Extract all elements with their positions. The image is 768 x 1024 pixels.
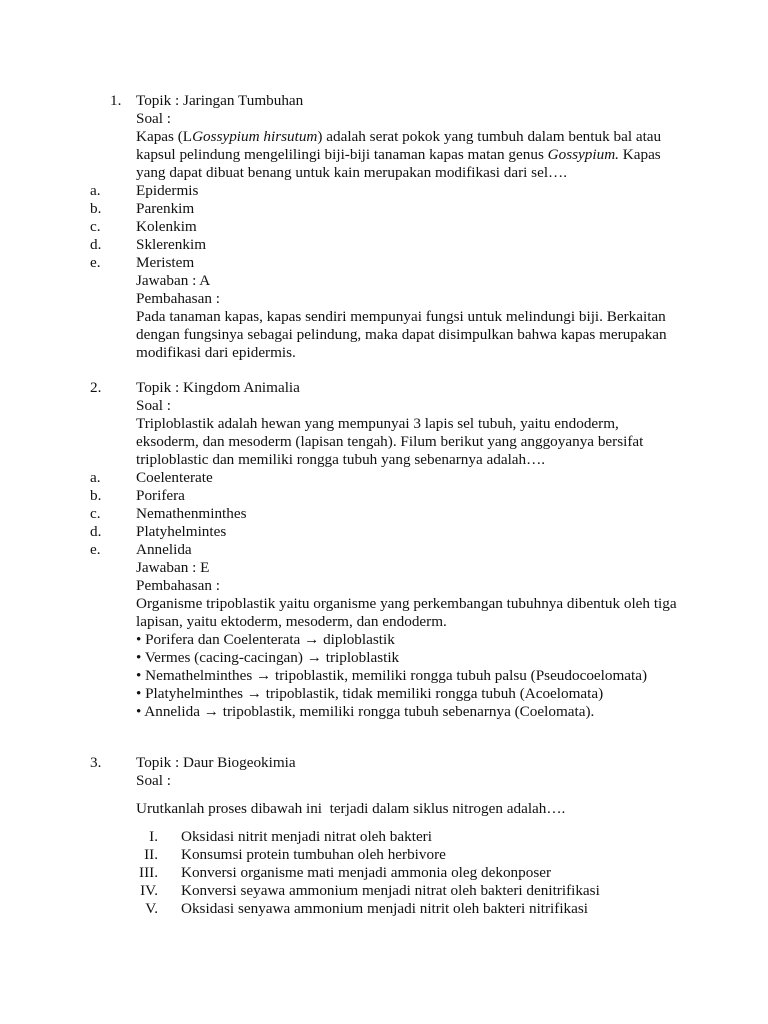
bullet-item: • Vermes (cacing-cacingan) → triploblastik bbox=[136, 649, 400, 666]
soal-label: Soal : bbox=[136, 772, 172, 789]
question-text-line: yang dapat dibuat benang untuk kain merupakan modifikasi dari sel…. bbox=[136, 164, 568, 181]
discussion-line: Pada tanaman kapas, kapas sendiri mempunyai fungsi untuk melindungi biji. Berkaitan bbox=[136, 308, 666, 325]
statement-text: Oksidasi senyawa ammonium menjadi nitrit oleh bakteri nitrifikasi bbox=[181, 900, 589, 917]
question-number: 3. bbox=[90, 754, 102, 771]
roman-numeral: II. bbox=[144, 846, 158, 863]
option-text: Coelenterate bbox=[136, 469, 213, 486]
option-marker: c. bbox=[90, 505, 101, 522]
discussion-line: modifikasi dari epidermis. bbox=[136, 344, 296, 361]
option-marker: a. bbox=[90, 469, 101, 486]
bullet-item: • Platyhelminthes → tripoblastik, tidak memiliki rongga tubuh (Acoelomata) bbox=[136, 685, 604, 702]
option-text: Sklerenkim bbox=[136, 236, 207, 253]
option-marker: a. bbox=[90, 182, 101, 199]
question-text-line: Kapas (LGossypium hirsutum) adalah serat pokok yang tumbuh dalam bentuk bal atau bbox=[136, 128, 662, 145]
option-text: Nemathenminthes bbox=[136, 505, 247, 522]
roman-numeral: IV. bbox=[140, 882, 158, 899]
option-marker: d. bbox=[90, 236, 102, 253]
discussion-label: Pembahasan : bbox=[136, 290, 220, 307]
topic-heading: Topik : Daur Biogeokimia bbox=[136, 754, 296, 771]
option-text: Kolenkim bbox=[136, 218, 197, 235]
question-text-line: eksoderm, dan mesoderm (lapisan tengah). Filum berikut yang anggoyanya bersifat bbox=[136, 433, 644, 450]
question-text-line: Triploblastik adalah hewan yang mempunyai 3 lapis sel tubuh, yaitu endoderm, bbox=[136, 415, 619, 432]
answer-line: Jawaban : A bbox=[136, 272, 211, 289]
option-marker: b. bbox=[90, 487, 102, 504]
option-marker: d. bbox=[90, 523, 102, 540]
option-text: Epidermis bbox=[136, 182, 199, 199]
option-marker: e. bbox=[90, 541, 101, 558]
question-text-line: triploblastic dan memiliki rongga tubuh yang sebenarnya adalah…. bbox=[136, 451, 546, 468]
question-text-line: Urutkanlah proses dibawah ini terjadi dalam siklus nitrogen adalah…. bbox=[136, 800, 566, 817]
option-text: Parenkim bbox=[136, 200, 195, 217]
statement-text: Konsumsi protein tumbuhan oleh herbivore bbox=[181, 846, 446, 863]
roman-numeral: III. bbox=[139, 864, 158, 881]
roman-numeral: I. bbox=[149, 828, 158, 845]
question-number: 1. bbox=[110, 92, 122, 109]
statement-text: Oksidasi nitrit menjadi nitrat oleh bakteri bbox=[181, 828, 432, 845]
bullet-item: • Nemathelminthes → tripoblastik, memiliki rongga tubuh palsu (Pseudocoelomata) bbox=[136, 667, 648, 684]
question-number: 2. bbox=[90, 379, 102, 396]
option-marker: b. bbox=[90, 200, 102, 217]
topic-heading: Topik : Jaringan Tumbuhan bbox=[136, 92, 304, 109]
answer-line: Jawaban : E bbox=[136, 559, 210, 576]
option-text: Meristem bbox=[136, 254, 195, 271]
genus-name: Gossypium. bbox=[547, 146, 619, 163]
discussion-line: dengan fungsinya sebagai pelindung, maka dapat disimpulkan bahwa kapas merupakan bbox=[136, 326, 667, 343]
option-text: Porifera bbox=[136, 487, 185, 504]
bullet-item: • Porifera dan Coelenterata → diploblastik bbox=[136, 631, 395, 648]
option-text: Annelida bbox=[136, 541, 192, 558]
option-marker: e. bbox=[90, 254, 101, 271]
bullet-item: • Annelida → tripoblastik, memiliki rongga tubuh sebenarnya (Coelomata). bbox=[136, 703, 595, 720]
statement-text: Konversi seyawa ammonium menjadi nitrat oleh bakteri denitrifikasi bbox=[181, 882, 600, 899]
species-name: Gossypium hirsutum bbox=[192, 128, 318, 145]
discussion-label: Pembahasan : bbox=[136, 577, 220, 594]
topic-heading: Topik : Kingdom Animalia bbox=[136, 379, 300, 396]
soal-label: Soal : bbox=[136, 397, 172, 414]
discussion-line: Organisme tripoblastik yaitu organisme yang perkembangan tubuhnya dibentuk oleh tiga bbox=[136, 595, 677, 612]
option-marker: c. bbox=[90, 218, 101, 235]
discussion-line: lapisan, yaitu ektoderm, mesoderm, dan endoderm. bbox=[136, 613, 447, 630]
question-text-line: kapsul pelindung mengelilingi biji-biji tanaman kapas matan genus Gossypium. Kapas bbox=[136, 146, 661, 163]
statement-text: Konversi organisme mati menjadi ammonia oleg dekonposer bbox=[181, 864, 552, 881]
roman-numeral: V. bbox=[145, 900, 158, 917]
soal-label: Soal : bbox=[136, 110, 172, 127]
option-text: Platyhelmintes bbox=[136, 523, 227, 540]
